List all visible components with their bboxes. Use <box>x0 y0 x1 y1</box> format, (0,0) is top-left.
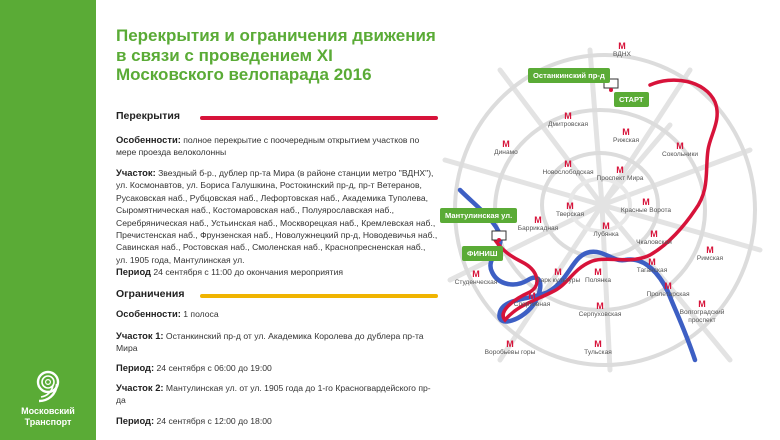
station-volgogradsky-prospekt: М Волгоградский проспект <box>667 300 737 324</box>
station-vdnh: М ВДНХ <box>587 42 657 59</box>
page-title: Перекрытия и ограничения движения в связи с проведением XI Московского велопарада 2016 <box>116 26 436 84</box>
station-vorobyovy-gory: М Воробьевы горы <box>475 340 545 357</box>
station-rizhskaya: М Рижская <box>591 128 661 145</box>
restrictions-section-2 <box>116 382 438 407</box>
moscow-transport-logo <box>0 368 96 428</box>
restrictions-heading-bar <box>200 294 438 298</box>
route-map[interactable] <box>440 30 765 380</box>
station-sportivnaya: М Спортивная <box>497 292 567 309</box>
station-dinamo: М Динамо <box>471 140 541 157</box>
station-serpukhovskaya: М Серпуховская <box>565 302 635 319</box>
closures-period-text: 24 сентября с 11:00 до окончания мероприятия <box>151 267 344 277</box>
metro-icon: М <box>564 159 572 169</box>
restrictions-heading <box>116 288 438 306</box>
metro-icon: М <box>706 245 714 255</box>
metro-icon: М <box>566 201 574 211</box>
metro-icon: М <box>618 41 626 51</box>
metro-icon: М <box>650 229 658 239</box>
finish-point-icon <box>497 238 501 242</box>
metro-icon: М <box>554 267 562 277</box>
metro-icon: М <box>642 197 650 207</box>
station-tverskaya: М Тверская <box>535 202 605 219</box>
restrictions-period-1 <box>116 362 438 374</box>
metro-icon: М <box>648 257 656 267</box>
transport-logo-icon <box>30 368 66 404</box>
station-rimskaya: М Римская <box>675 246 745 263</box>
metro-icon: М <box>596 301 604 311</box>
metro-icon: М <box>602 221 610 231</box>
metro-icon: М <box>594 339 602 349</box>
metro-icon: М <box>506 339 514 349</box>
station-park-kultury: М Парк культуры <box>523 268 593 285</box>
closures-section-text: Звездный б-р., дублер пр-та Мира (в районе станции метро "ВДНХ"), ул. Космонавтов, ул. Бориса Галушкина, Ростокинский пр-д, пр-т Ветеранов, Русаковская наб., Рубцовская наб., Лефортовская наб., Академика Туполева, Сыромятническая наб., Костомаровская наб., Полуярославская наб., Серебряническая наб., Устьинская наб., Москворецкая наб., Кремлевская наб., Пречистенская наб., Фрунзенская наб., Новолужнецкий пр-д, Новодевичья наб., Савинская наб., Ростовская наб., Смоленская наб., Краснопресненская наб., ул. 1905 года, Мантулинская ул. <box>116 168 438 265</box>
closures-section <box>116 167 438 266</box>
station-polyanka: М Полянка <box>563 268 633 285</box>
station-studencheskaya: М Студенческая <box>441 270 511 287</box>
closures-section-label: Участок: <box>116 167 156 178</box>
restrictions-period-1-label: Период: <box>116 362 155 373</box>
brand-line-1: Московский <box>21 406 75 416</box>
station-dmitrovskaya: М Дмитровская <box>533 112 603 129</box>
start-tag: СТАРТ <box>614 92 649 107</box>
start-point-icon <box>609 88 613 92</box>
closures-period <box>116 266 438 278</box>
restrictions-section-1 <box>116 330 438 355</box>
closures-heading-bar <box>200 116 438 120</box>
restrictions-features-text: 1 полоса <box>180 309 219 319</box>
metro-icon: М <box>564 111 572 121</box>
restrictions-section-2-label: Участок 2: <box>116 382 164 393</box>
restrictions-heading-label: Ограничения <box>116 288 185 300</box>
station-proletarskaya: М Пролетарская <box>633 282 703 299</box>
info-panel <box>116 0 438 440</box>
restrictions-period-2-text: 24 сентября с 12:00 до 18:00 <box>154 416 272 426</box>
closures-heading-label: Перекрытия <box>116 110 180 122</box>
station-tulskaya: М Тульская <box>563 340 633 357</box>
closures-heading <box>116 110 438 128</box>
closures-period-label: Период <box>116 266 151 277</box>
closures-features <box>116 134 438 159</box>
restrictions-section-1-label: Участок 1: <box>116 330 164 341</box>
station-lubyanka: М Лубянка <box>571 222 641 239</box>
metro-icon: М <box>472 269 480 279</box>
station-prospekt-mira: М Проспект Мира <box>585 166 655 183</box>
restrictions-features <box>116 308 438 320</box>
station-chkalovskaya: М Чкаловская <box>619 230 689 247</box>
restrictions-section-1-text: Останкинский пр-д от ул. Академика Королева до дублера пр-та Мира <box>116 331 424 354</box>
closures-features-label: Особенности: <box>116 134 181 145</box>
metro-icon: М <box>664 281 672 291</box>
station-sokolniki: М Сокольники <box>645 142 715 159</box>
station-barrikadnaya: М Баррикадная <box>503 216 573 233</box>
finish-street-tag: Мантулинская ул. <box>440 208 517 223</box>
station-krasnye-vorota: М Красные Ворота <box>611 198 681 215</box>
metro-icon: М <box>698 299 706 309</box>
restrictions-features-label: Особенности: <box>116 308 181 319</box>
restrictions-period-1-text: 24 сентября с 06:00 до 19:00 <box>154 363 272 373</box>
brand-line-2: Транспорт <box>24 417 72 427</box>
brand-sidebar <box>0 0 96 440</box>
restrictions-period-2 <box>116 415 438 427</box>
metro-icon: М <box>616 165 624 175</box>
restrictions-section-2-text: Мантулинская ул. от ул. 1905 года до 1-го Красногвардейского пр-да <box>116 383 431 406</box>
finish-tag: ФИНИШ <box>462 246 503 261</box>
metro-icon: М <box>594 267 602 277</box>
metro-icon: М <box>528 291 536 301</box>
metro-icon: М <box>622 127 630 137</box>
closures-features-text: полное перекрытие с поочередным открытием участков по мере проезда велоколонны <box>116 135 420 158</box>
metro-icon: М <box>502 139 510 149</box>
start-street-tag: Останкинский пр-д <box>528 68 610 83</box>
station-taganskaya: М Таганская <box>617 258 687 275</box>
metro-icon: М <box>676 141 684 151</box>
station-novoslobodskaya: М Новослободская <box>533 160 603 177</box>
restrictions-period-2-label: Период: <box>116 415 155 426</box>
metro-icon: М <box>534 215 542 225</box>
